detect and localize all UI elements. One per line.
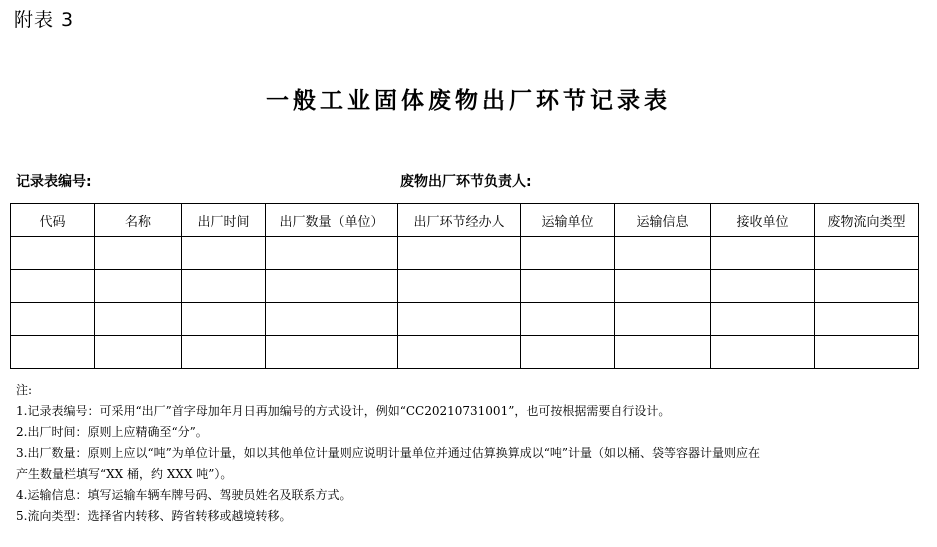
table-cell[interactable] xyxy=(11,237,95,270)
table-cell[interactable] xyxy=(615,270,711,303)
document-title: 一般工业固体废物出厂环节记录表 xyxy=(266,88,671,114)
record-number-label: 记录表编号: xyxy=(16,174,92,190)
table-cell[interactable] xyxy=(615,336,711,369)
table-cell[interactable] xyxy=(521,336,615,369)
table-row xyxy=(11,336,919,369)
table-cell[interactable] xyxy=(11,270,95,303)
column-header-flow-type: 废物流向类型 xyxy=(815,204,919,237)
table-cell[interactable] xyxy=(182,237,266,270)
table-cell[interactable] xyxy=(711,303,815,336)
note-item-record-number: 1.记录表编号：可采用“出厂”首字母加年月日再加编号的方式设计，例如“CC20210731001”，也可按根据需要自行设计。 xyxy=(16,404,671,418)
table-cell[interactable] xyxy=(711,270,815,303)
table-cell[interactable] xyxy=(815,270,919,303)
table-cell[interactable] xyxy=(815,237,919,270)
note-item-exit-quantity: 3.出厂数量：原则上应以“吨”为单位计量，如以其他单位计量则应说明计量单位并通过估算换算成以“吨”计量（如以桶、袋等容器计量则应在 xyxy=(16,446,760,460)
table-row xyxy=(11,303,919,336)
table-cell[interactable] xyxy=(11,336,95,369)
table-cell[interactable] xyxy=(182,336,266,369)
table-cell[interactable] xyxy=(266,270,398,303)
notes-section xyxy=(16,380,921,527)
column-header-name: 名称 xyxy=(95,204,182,237)
column-header-transport-unit: 运输单位 xyxy=(521,204,615,237)
table-cell[interactable] xyxy=(95,303,182,336)
table-cell[interactable] xyxy=(521,237,615,270)
column-header-handler: 出厂环节经办人 xyxy=(398,204,521,237)
table-cell[interactable] xyxy=(398,270,521,303)
table-cell[interactable] xyxy=(182,270,266,303)
note-item-exit-quantity-continued: 产生数量栏填写“XX 桶，约 XXX 吨”）。 xyxy=(16,467,233,481)
table-cell[interactable] xyxy=(11,303,95,336)
table-cell[interactable] xyxy=(398,237,521,270)
note-item-exit-time: 2.出厂时间：原则上应精确至“分”。 xyxy=(16,425,208,439)
table-cell[interactable] xyxy=(615,303,711,336)
table-cell[interactable] xyxy=(95,270,182,303)
table-cell[interactable] xyxy=(266,237,398,270)
table-cell[interactable] xyxy=(815,336,919,369)
table-cell[interactable] xyxy=(398,336,521,369)
table-cell[interactable] xyxy=(521,270,615,303)
table-cell[interactable] xyxy=(815,303,919,336)
table-cell[interactable] xyxy=(266,303,398,336)
table-cell[interactable] xyxy=(615,237,711,270)
table-cell[interactable] xyxy=(95,237,182,270)
table-cell[interactable] xyxy=(398,303,521,336)
column-header-exit-time: 出厂时间 xyxy=(182,204,266,237)
table-cell[interactable] xyxy=(521,303,615,336)
table-row xyxy=(11,237,919,270)
appendix-label: 附表 3 xyxy=(14,9,75,31)
column-header-transport-info: 运输信息 xyxy=(615,204,711,237)
record-table xyxy=(10,203,919,369)
table-cell[interactable] xyxy=(266,336,398,369)
table-row xyxy=(11,270,919,303)
table-cell[interactable] xyxy=(95,336,182,369)
column-header-receiving-unit: 接收单位 xyxy=(711,204,815,237)
note-item-flow-type: 5.流向类型：选择省内转移、跨省转移或越境转移。 xyxy=(16,509,292,523)
table-cell[interactable] xyxy=(711,336,815,369)
column-header-exit-quantity: 出厂数量（单位） xyxy=(266,204,398,237)
notes-heading: 注: xyxy=(16,383,33,397)
table-cell[interactable] xyxy=(711,237,815,270)
table-header-row xyxy=(11,204,919,237)
note-item-transport-info: 4.运输信息：填写运输车辆车牌号码、驾驶员姓名及联系方式。 xyxy=(16,488,352,502)
table-cell[interactable] xyxy=(182,303,266,336)
responsible-person-label: 废物出厂环节负责人: xyxy=(400,174,532,190)
column-header-code: 代码 xyxy=(11,204,95,237)
